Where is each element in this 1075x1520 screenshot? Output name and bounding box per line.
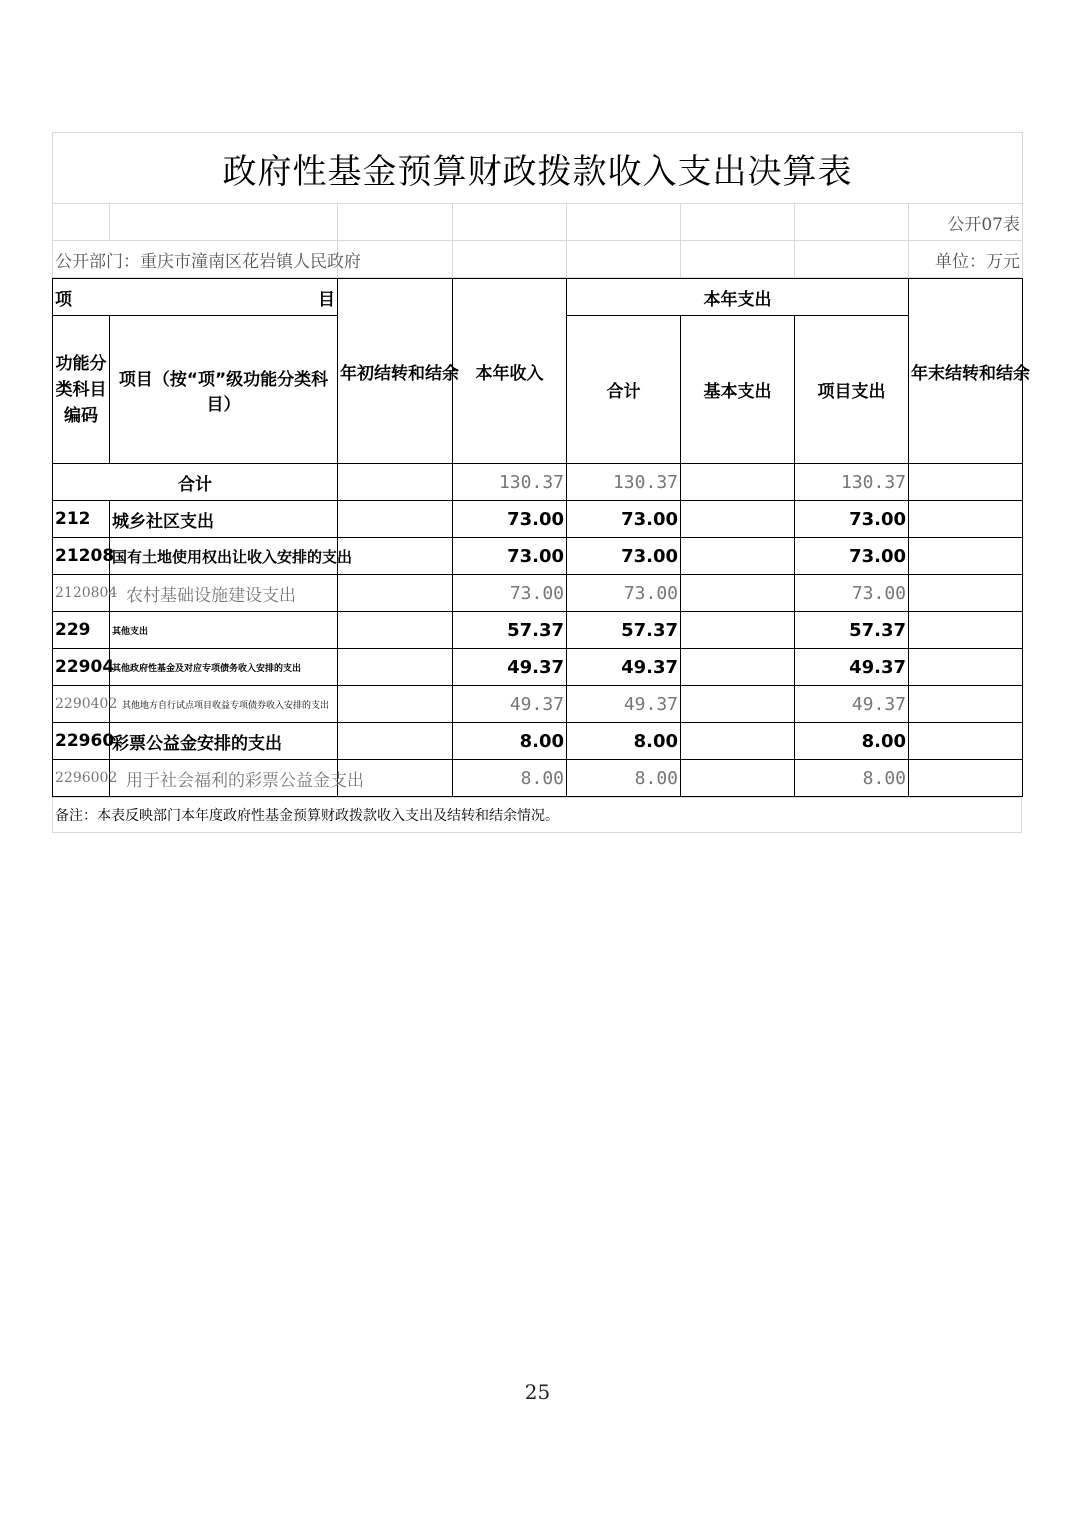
row-name: 其他地方自行试点项目收益专项债券收入安排的支出 bbox=[110, 686, 338, 723]
row-income: 57.37 bbox=[453, 612, 567, 649]
table-row bbox=[53, 760, 1023, 797]
row-name: 其他政府性基金及对应专项债务收入安排的支出 bbox=[110, 649, 338, 686]
row-income: 73.00 bbox=[453, 575, 567, 612]
row-project: 73.00 bbox=[795, 575, 909, 612]
row-income: 49.37 bbox=[453, 649, 567, 686]
name-col-header: 项目（按“项”级功能分类科目） bbox=[110, 316, 338, 464]
report-sheet bbox=[52, 132, 1031, 833]
row-project: 73.00 bbox=[795, 501, 909, 538]
row-code: 21208 bbox=[53, 538, 110, 575]
table-code: 公开07表 bbox=[909, 204, 1023, 241]
row-project: 8.00 bbox=[795, 723, 909, 760]
row-total: 49.37 bbox=[567, 686, 681, 723]
row-total: 73.00 bbox=[567, 501, 681, 538]
table-row bbox=[53, 686, 1023, 723]
row-code: 229 bbox=[53, 612, 110, 649]
table-row bbox=[53, 612, 1023, 649]
expense-group-header: 本年支出 bbox=[567, 279, 909, 316]
item-header: 项 目 bbox=[53, 279, 338, 316]
total-row-label: 合计 bbox=[53, 464, 338, 501]
data-table bbox=[52, 278, 1031, 797]
total-income: 130.37 bbox=[453, 464, 567, 501]
table-row bbox=[53, 501, 1023, 538]
row-income: 8.00 bbox=[453, 760, 567, 797]
total-total: 130.37 bbox=[567, 464, 681, 501]
note-table bbox=[52, 797, 1022, 833]
row-code: 2290402 bbox=[53, 686, 110, 723]
row-project: 49.37 bbox=[795, 686, 909, 723]
row-income: 49.37 bbox=[453, 686, 567, 723]
page-number: 25 bbox=[524, 1380, 551, 1404]
row-name: 用于社会福利的彩票公益金支出 bbox=[110, 760, 338, 797]
row-income: 73.00 bbox=[453, 501, 567, 538]
table-row bbox=[53, 575, 1023, 612]
row-total: 73.00 bbox=[567, 575, 681, 612]
row-income: 8.00 bbox=[453, 723, 567, 760]
row-name: 其他支出 bbox=[110, 612, 338, 649]
end-balance-header: 年末结转和结余 bbox=[909, 279, 1023, 464]
row-total: 49.37 bbox=[567, 649, 681, 686]
total-project: 130.37 bbox=[795, 464, 909, 501]
table-row bbox=[53, 538, 1023, 575]
begin-balance-header: 年初结转和结余 bbox=[338, 279, 453, 464]
row-code: 2120804 bbox=[53, 575, 110, 612]
footnote: 备注：本表反映部门本年度政府性基金预算财政拨款收入支出及结转和结余情况。 bbox=[53, 798, 1022, 833]
row-total: 73.00 bbox=[567, 538, 681, 575]
row-project: 49.37 bbox=[795, 649, 909, 686]
report-title: 政府性基金预算财政拨款收入支出决算表 bbox=[53, 133, 1023, 204]
row-name: 国有土地使用权出让收入安排的支出 bbox=[110, 538, 338, 575]
row-total: 8.00 bbox=[567, 723, 681, 760]
total-header: 合计 bbox=[567, 316, 681, 464]
row-project: 73.00 bbox=[795, 538, 909, 575]
row-project: 8.00 bbox=[795, 760, 909, 797]
header-table bbox=[52, 132, 1023, 278]
unit-label: 单位：万元 bbox=[909, 241, 1023, 278]
row-code: 22904 bbox=[53, 649, 110, 686]
row-code: 212 bbox=[53, 501, 110, 538]
row-code: 2296002 bbox=[53, 760, 110, 797]
table-row bbox=[53, 723, 1023, 760]
project-header: 项目支出 bbox=[795, 316, 909, 464]
row-name: 城乡社区支出 bbox=[110, 501, 338, 538]
row-code: 22960 bbox=[53, 723, 110, 760]
income-header: 本年收入 bbox=[453, 279, 567, 464]
basic-header: 基本支出 bbox=[681, 316, 795, 464]
department-label: 公开部门：重庆市潼南区花岩镇人民政府 bbox=[53, 241, 338, 278]
row-total: 8.00 bbox=[567, 760, 681, 797]
code-col-header: 功能分类科目编码 bbox=[53, 316, 110, 464]
row-name: 彩票公益金安排的支出 bbox=[110, 723, 338, 760]
row-total: 57.37 bbox=[567, 612, 681, 649]
total-row bbox=[53, 464, 1023, 501]
row-project: 57.37 bbox=[795, 612, 909, 649]
row-income: 73.00 bbox=[453, 538, 567, 575]
row-name: 农村基础设施建设支出 bbox=[110, 575, 338, 612]
table-row bbox=[53, 649, 1023, 686]
